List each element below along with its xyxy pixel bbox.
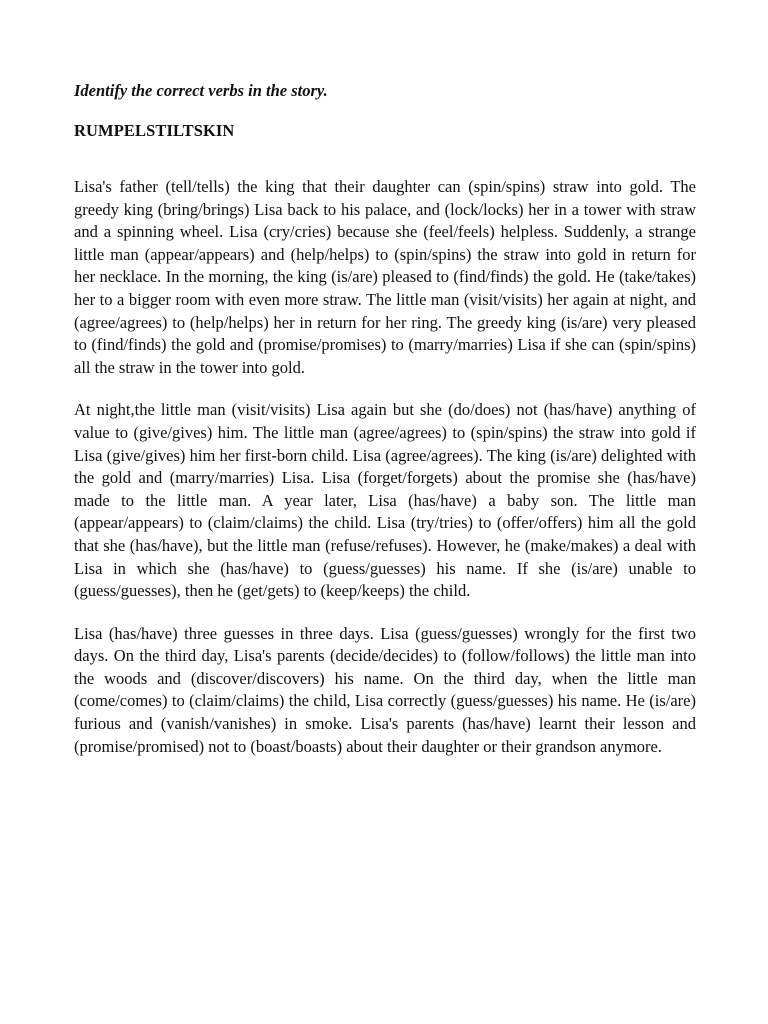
story-paragraph-3: Lisa (has/have) three guesses in three days. Lisa (guess/guesses) wrongly for the first two days. On the third day, Lisa's parents (decide/decides) to (follow/follows) the little man into the woods and (discover/discovers) his name. On the third day, when the little man (come/comes) to (claim/claims) the child, Lisa correctly (guess/guesses) his name. He (is/are) furious and (vanish/vanishes) in smoke. Lisa's parents (has/have) learnt their lesson and (promise/promised) not to (boast/boasts) about their daughter or their grandson anymore. bbox=[74, 623, 696, 756]
story-paragraph-1: Lisa's father (tell/tells) the king that their daughter can (spin/spins) straw into gold. The greedy king (bring/brings) Lisa back to his palace, and (lock/locks) her in a tower with straw and a spinning wheel. Lisa (cry/cries) because she (feel/feels) helpless. Suddenly, a strange little man (appear/appears) and (help/helps) to (spin/spins) the straw into gold in return for her necklace. In the morning, the king (is/are) pleased to (find/finds) the gold. He (take/takes) her to a bigger room with even more straw. The little man (visit/visits) her again at night, and (agree/agrees) to (help/helps) her in return for her ring. The greedy king (is/are) very pleased to (find/finds) the gold and (promise/promises) to (marry/marries) Lisa if she can (spin/spins) all the straw in the tower into gold. bbox=[74, 177, 696, 377]
worksheet-page bbox=[74, 80, 696, 758]
story-paragraph-2: At night,the little man (visit/visits) Lisa again but she (do/does) not (has/have) anything of value to (give/gives) him. The little man (agree/agrees) to (spin/spins) the straw into gold if Lisa (give/gives) him her first-born child. Lisa (agree/agrees). The king (is/are) delighted with the gold and (marry/marries) Lisa. Lisa (forget/forgets) about the promise she (has/have) made to the little man. A year later, Lisa (has/have) a baby son. The little man (appear/appears) to (claim/claims) the child. Lisa (try/tries) to (offer/offers) him all the gold that she (has/have), but the little man (refuse/refuses). However, he (make/makes) a deal with Lisa in which she (has/have) to (guess/guesses) his name. If she (is/are) unable to (guess/guesses), then he (get/gets) to (keep/keeps) the child. bbox=[74, 400, 696, 601]
story-title: RUMPELSTILTSKIN bbox=[74, 121, 235, 140]
instruction-heading: Identify the correct verbs in the story. bbox=[74, 81, 328, 100]
